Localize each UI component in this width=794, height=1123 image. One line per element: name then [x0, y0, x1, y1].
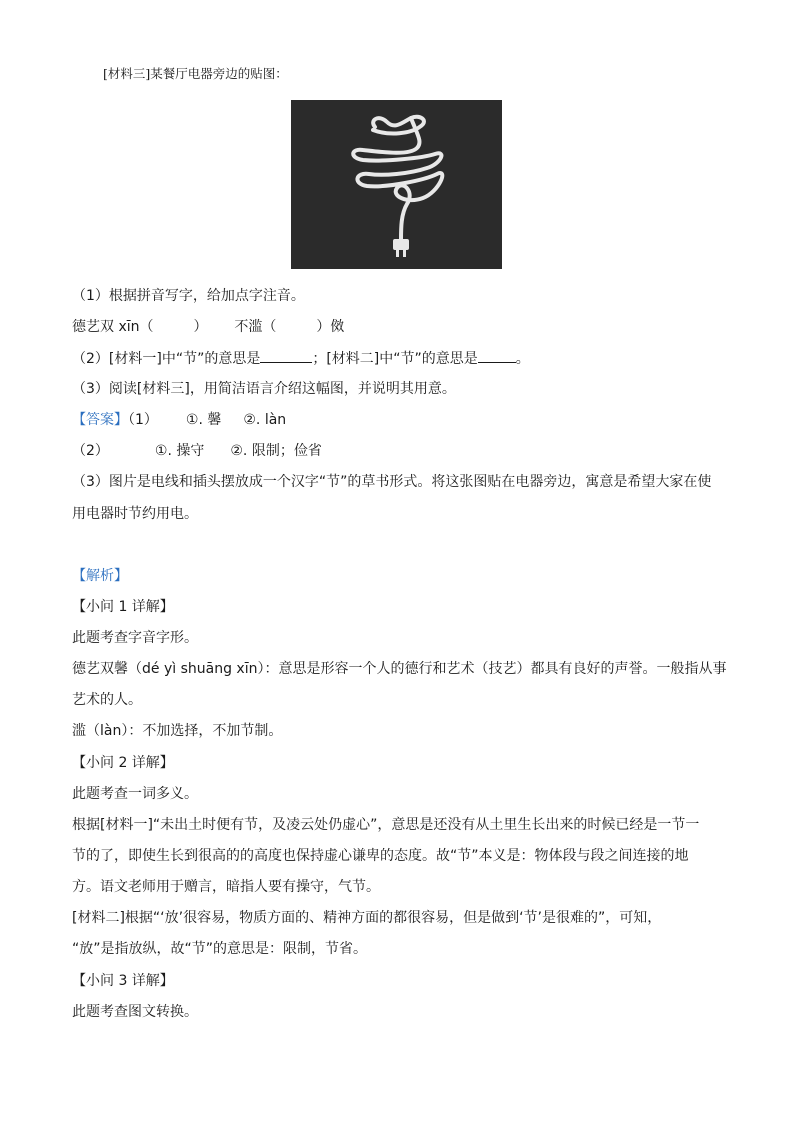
material3-heading: [材料三]某餐厅电器旁边的贴图：: [103, 66, 288, 81]
analysis-label: 【解析】: [72, 568, 128, 584]
answer-label: 【答案】: [72, 412, 128, 428]
analysis-sub1-line-2: 德艺双馨（dé yì shuāng xīn）：意思是形容一个人的德行和艺术（技艺）都具有良好的声誉。一般指从事: [72, 661, 727, 677]
analysis-sub1-line-4: 滥（làn）：不加选择，不加节制。: [72, 723, 283, 739]
answer-2-item-1: ①. 操守: [154, 443, 205, 459]
analysis-sub1-line-1: 此题考查字音字形。: [72, 630, 198, 646]
analysis-sub2-line-1: 此题考查一词多义。: [72, 786, 198, 802]
analysis-sub3-title: 【小问 3 详解】: [72, 973, 174, 989]
material3-figure: [291, 100, 502, 269]
analysis-sub1-line-3: 艺术的人。: [72, 692, 142, 708]
question-2: [72, 348, 530, 369]
question-2-part-b: ；[材料二]中“节”的意思是: [312, 351, 478, 367]
analysis-sub2-line-4: 方。语文老师用于赠言，暗指人要有操守，气节。: [72, 879, 380, 895]
analysis-sub2-line-5: [材料二]根据“‘放’很容易，物质方面的、精神方面的都很容易，但是做到‘节’是很难的”，可知，: [72, 910, 662, 926]
answer-3-line-1: （3）图片是电线和插头摆放成一个汉字“节”的草书形式。将这张图贴在电器旁边，寓意是希望大家在使: [72, 474, 712, 490]
answer-line-1: [72, 410, 286, 430]
question-1-fill-b-pre: 不滥（: [234, 319, 277, 335]
analysis-sub2-title: 【小问 2 详解】: [72, 755, 174, 771]
analysis-sub1-title: 【小问 1 详解】: [72, 599, 174, 615]
answer-line-2: [72, 441, 322, 461]
answer-2-prefix: （2）: [72, 443, 109, 459]
answer-blank-material2[interactable]: [478, 348, 516, 363]
analysis-sub2-line-3: 节的了，即使生长到很高的的高度也保持虚心谦卑的态度。故“节”本义是：物体段与段之间连接的地: [72, 848, 689, 864]
analysis-sub2-line-2: 根据[材料一]“未出土时便有节，及凌云处仍虚心”，意思是还没有从土里生长出来的时候已经是一节一: [72, 817, 700, 833]
answer-1-item-2: ②. làn: [243, 412, 287, 428]
question-1-fill-a-pre: 德艺双 xīn（: [72, 319, 154, 335]
answer-2-item-2: ②. 限制；俭省: [230, 443, 322, 459]
answer-1-prefix: （1）: [128, 412, 158, 428]
question-2-part-c: 。: [515, 351, 530, 367]
question-1-fill-a-post: ）: [193, 319, 208, 335]
answer-1-item-1: ①. 馨: [185, 412, 222, 428]
answer-blank-material1[interactable]: [260, 348, 312, 363]
question-3: （3）阅读[材料三]，用简洁语言介绍这幅图，并说明其用意。: [72, 381, 456, 397]
question-1: （1）根据拼音写字，给加点字注音。: [72, 288, 305, 304]
analysis-sub3-line-1: 此题考查图文转换。: [72, 1004, 198, 1020]
question-1-fill-line: [72, 317, 344, 337]
power-cord-calligraphy-icon: [291, 100, 502, 269]
question-2-part-a: （2）[材料一]中“节”的意思是: [72, 351, 261, 367]
answer-3-line-2: 用电器时节约用电。: [72, 506, 198, 522]
analysis-sub2-line-6: “放”是指放纵，故“节”的意思是：限制，节省。: [72, 941, 368, 957]
question-1-fill-b-post: ）傚: [316, 319, 345, 335]
